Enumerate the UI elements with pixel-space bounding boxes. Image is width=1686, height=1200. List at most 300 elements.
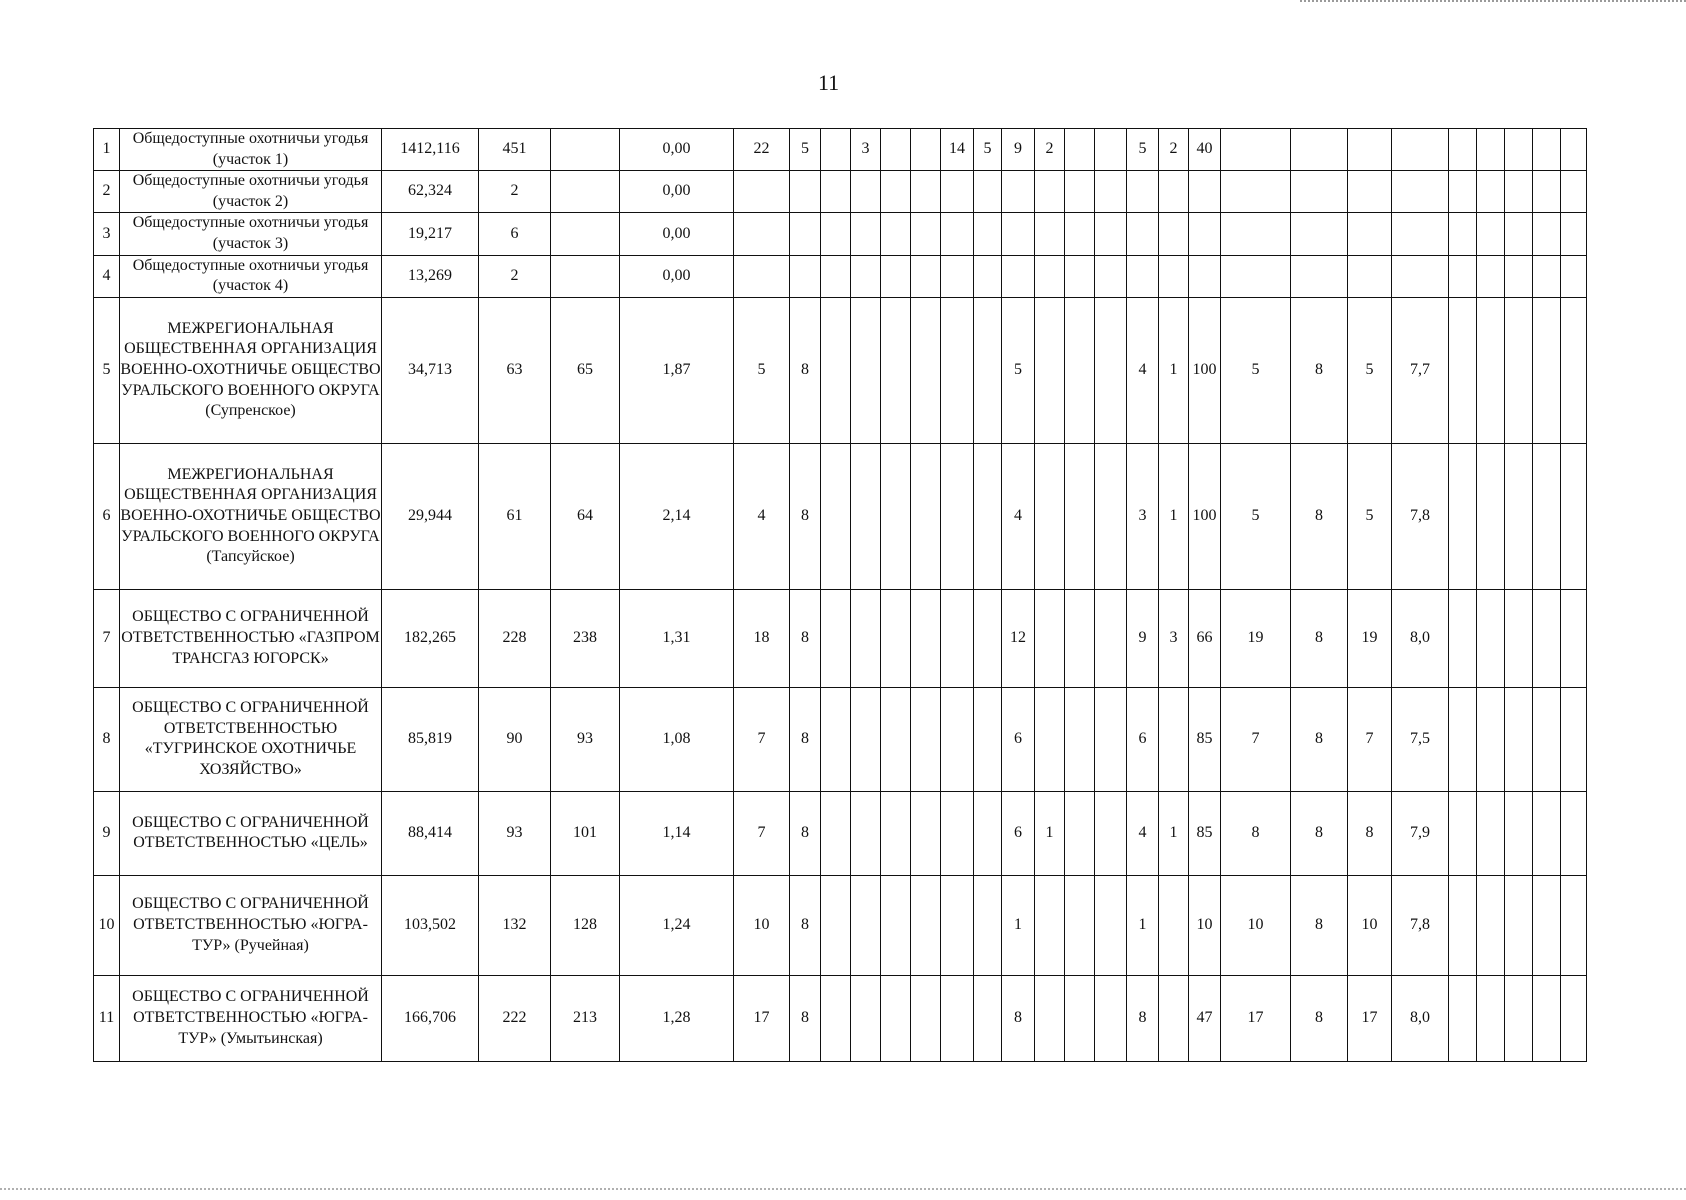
row-number: 10	[94, 875, 120, 975]
table-cell	[851, 171, 881, 213]
organization-name: Общедоступные охотничьи угодья (участок 2)	[120, 171, 382, 213]
table-cell: 4	[1127, 297, 1159, 443]
table-cell	[1449, 687, 1477, 791]
table-cell: 8	[1221, 791, 1291, 875]
table-cell	[1561, 791, 1587, 875]
table-cell	[821, 255, 851, 297]
table-cell	[1095, 443, 1127, 589]
table-cell: 1,08	[620, 687, 734, 791]
table-cell	[1533, 875, 1561, 975]
table-cell	[1533, 975, 1561, 1061]
table-cell	[1065, 791, 1095, 875]
table-cell	[911, 129, 941, 171]
table-cell	[1449, 875, 1477, 975]
table-cell: 19	[1348, 589, 1392, 687]
table-cell: 6	[1002, 791, 1035, 875]
table-cell	[941, 297, 974, 443]
table-cell	[941, 875, 974, 975]
table-cell	[1392, 129, 1449, 171]
table-cell	[1561, 171, 1587, 213]
table-cell	[881, 589, 911, 687]
table-cell	[1065, 975, 1095, 1061]
table-cell	[734, 255, 790, 297]
table-row	[94, 129, 1587, 171]
table-cell	[1505, 791, 1533, 875]
table-cell	[881, 171, 911, 213]
table-cell	[1505, 589, 1533, 687]
table-cell	[1561, 255, 1587, 297]
table-cell	[911, 297, 941, 443]
table-cell	[911, 589, 941, 687]
table-row	[94, 791, 1587, 875]
table-cell: 10	[1189, 875, 1221, 975]
table-cell: 8	[1127, 975, 1159, 1061]
table-cell: 7,5	[1392, 687, 1449, 791]
table-cell	[1189, 213, 1221, 255]
organization-name: Общедоступные охотничьи угодья (участок 4)	[120, 255, 382, 297]
table-cell	[1392, 213, 1449, 255]
table-cell	[1533, 297, 1561, 443]
table-cell: 2	[1035, 129, 1065, 171]
table-cell	[1095, 213, 1127, 255]
table-cell	[1561, 589, 1587, 687]
table-cell	[1035, 297, 1065, 443]
table-cell: 93	[551, 687, 620, 791]
table-cell	[1505, 297, 1533, 443]
organization-name: ОБЩЕСТВО С ОГРАНИЧЕННОЙ ОТВЕТСТВЕННОСТЬЮ «ТУГРИНСКОЕ ОХОТНИЧЬЕ ХОЗЯЙСТВО»	[120, 687, 382, 791]
table-cell: 12	[1002, 589, 1035, 687]
table-cell: 19,217	[382, 213, 479, 255]
table-cell	[1127, 213, 1159, 255]
table-cell	[881, 297, 911, 443]
table-cell: 1	[1035, 791, 1065, 875]
table-cell	[1505, 687, 1533, 791]
table-row	[94, 213, 1587, 255]
table-cell: 8	[1291, 589, 1348, 687]
scan-edge-bottom	[0, 1188, 1686, 1193]
table-cell	[974, 975, 1002, 1061]
table-cell: 90	[479, 687, 551, 791]
table-cell	[1095, 255, 1127, 297]
table-cell	[1291, 171, 1348, 213]
table-cell	[941, 589, 974, 687]
table-cell: 1412,116	[382, 129, 479, 171]
table-cell	[1002, 171, 1035, 213]
table-cell	[1035, 213, 1065, 255]
table-cell: 64	[551, 443, 620, 589]
table-cell	[1449, 791, 1477, 875]
table-cell	[790, 171, 821, 213]
table-cell	[734, 213, 790, 255]
table-cell	[1533, 443, 1561, 589]
table-cell	[1477, 129, 1505, 171]
table-cell: 213	[551, 975, 620, 1061]
table-cell: 93	[479, 791, 551, 875]
row-number: 11	[94, 975, 120, 1061]
table-cell: 8	[1291, 297, 1348, 443]
scan-edge-top	[1300, 0, 1686, 5]
organization-name: МЕЖРЕГИОНАЛЬНАЯ ОБЩЕСТВЕННАЯ ОРГАНИЗАЦИЯ ВОЕННО-ОХОТНИЧЬЕ ОБЩЕСТВО УРАЛЬСКОГО ВОЕННОГО ОКРУГА (Супренское)	[120, 297, 382, 443]
table-row	[94, 589, 1587, 687]
table-cell	[974, 875, 1002, 975]
table-cell	[1477, 687, 1505, 791]
table-cell: 2	[1159, 129, 1189, 171]
table-cell	[1095, 687, 1127, 791]
table-cell	[911, 791, 941, 875]
table-cell: 8	[790, 443, 821, 589]
table-cell	[821, 589, 851, 687]
table-cell	[851, 875, 881, 975]
table-cell	[1449, 171, 1477, 213]
table-cell: 4	[1002, 443, 1035, 589]
table-cell: 17	[1221, 975, 1291, 1061]
table-cell	[1065, 171, 1095, 213]
table-cell	[911, 255, 941, 297]
row-number: 7	[94, 589, 120, 687]
table-cell	[821, 171, 851, 213]
table-cell: 8	[790, 791, 821, 875]
table-cell	[1221, 213, 1291, 255]
table-cell: 1	[1002, 875, 1035, 975]
table-cell: 8	[790, 975, 821, 1061]
table-cell: 7	[1348, 687, 1392, 791]
table-cell	[1065, 255, 1095, 297]
table-cell	[1561, 213, 1587, 255]
table-cell	[1533, 171, 1561, 213]
table-cell: 10	[734, 875, 790, 975]
table-cell	[1505, 875, 1533, 975]
table-cell	[851, 687, 881, 791]
table-cell: 100	[1189, 297, 1221, 443]
table-cell	[1095, 297, 1127, 443]
table-cell	[1095, 791, 1127, 875]
organization-name: МЕЖРЕГИОНАЛЬНАЯ ОБЩЕСТВЕННАЯ ОРГАНИЗАЦИЯ ВОЕННО-ОХОТНИЧЬЕ ОБЩЕСТВО УРАЛЬСКОГО ВОЕННОГО ОКРУГА (Тапсуйское)	[120, 443, 382, 589]
table-cell	[1189, 255, 1221, 297]
table-cell: 5	[1221, 297, 1291, 443]
table-cell	[941, 171, 974, 213]
table-cell	[1449, 975, 1477, 1061]
table-cell: 1	[1159, 443, 1189, 589]
table-cell: 8	[790, 875, 821, 975]
table-cell	[1449, 213, 1477, 255]
table-cell: 34,713	[382, 297, 479, 443]
table-cell: 451	[479, 129, 551, 171]
table-cell	[1095, 171, 1127, 213]
table-cell	[941, 791, 974, 875]
table-cell	[1127, 255, 1159, 297]
table-cell	[1449, 443, 1477, 589]
table-cell: 182,265	[382, 589, 479, 687]
hunting-grounds-table	[93, 128, 1587, 1062]
table-cell	[1477, 975, 1505, 1061]
table-cell: 1	[1127, 875, 1159, 975]
table-cell: 85,819	[382, 687, 479, 791]
table-cell	[911, 687, 941, 791]
table-cell: 85	[1189, 791, 1221, 875]
table-cell	[1095, 589, 1127, 687]
table-cell: 61	[479, 443, 551, 589]
table-cell: 17	[734, 975, 790, 1061]
table-cell: 8	[1291, 875, 1348, 975]
table-cell: 103,502	[382, 875, 479, 975]
table-cell	[1065, 589, 1095, 687]
organization-name: ОБЩЕСТВО С ОГРАНИЧЕННОЙ ОТВЕТСТВЕННОСТЬЮ «ГАЗПРОМ ТРАНСГАЗ ЮГОРСК»	[120, 589, 382, 687]
table-cell	[974, 687, 1002, 791]
table-cell	[1291, 255, 1348, 297]
table-cell	[551, 129, 620, 171]
table-cell	[790, 213, 821, 255]
table-cell: 5	[974, 129, 1002, 171]
row-number: 1	[94, 129, 120, 171]
table-cell	[1159, 255, 1189, 297]
table-body	[94, 129, 1587, 1062]
table-cell: 13,269	[382, 255, 479, 297]
table-cell: 18	[734, 589, 790, 687]
table-cell: 8	[1291, 443, 1348, 589]
table-cell: 5	[1348, 297, 1392, 443]
organization-name: Общедоступные охотничьи угодья (участок 1)	[120, 129, 382, 171]
table-cell	[881, 255, 911, 297]
table-cell: 6	[479, 213, 551, 255]
table-cell	[881, 443, 911, 589]
table-cell	[821, 443, 851, 589]
table-cell	[1002, 255, 1035, 297]
table-cell: 1,87	[620, 297, 734, 443]
table-cell	[851, 297, 881, 443]
table-cell: 40	[1189, 129, 1221, 171]
table-cell	[911, 875, 941, 975]
table-cell	[881, 875, 911, 975]
table-cell	[1035, 687, 1065, 791]
table-cell	[1127, 171, 1159, 213]
table-cell	[821, 687, 851, 791]
table-cell: 66	[1189, 589, 1221, 687]
table-cell: 166,706	[382, 975, 479, 1061]
table-cell	[1189, 171, 1221, 213]
table-cell	[734, 171, 790, 213]
table-cell	[1477, 589, 1505, 687]
table-cell: 7,8	[1392, 443, 1449, 589]
table-row	[94, 875, 1587, 975]
table-cell	[1505, 975, 1533, 1061]
table-cell: 5	[1002, 297, 1035, 443]
table-cell	[1533, 255, 1561, 297]
table-cell: 1,14	[620, 791, 734, 875]
table-cell	[1095, 129, 1127, 171]
table-cell: 8	[790, 297, 821, 443]
table-row	[94, 297, 1587, 443]
table-cell	[821, 297, 851, 443]
table-cell: 8	[1002, 975, 1035, 1061]
table-cell: 228	[479, 589, 551, 687]
table-cell: 8	[790, 687, 821, 791]
row-number: 6	[94, 443, 120, 589]
table-cell	[1002, 213, 1035, 255]
table-cell	[1561, 875, 1587, 975]
table-cell	[1477, 213, 1505, 255]
table-cell: 2,14	[620, 443, 734, 589]
table-cell: 62,324	[382, 171, 479, 213]
table-cell: 19	[1221, 589, 1291, 687]
table-cell: 14	[941, 129, 974, 171]
organization-name: ОБЩЕСТВО С ОГРАНИЧЕННОЙ ОТВЕТСТВЕННОСТЬЮ «ЮГРА-ТУР» (Умытьинская)	[120, 975, 382, 1061]
table-cell	[974, 791, 1002, 875]
table-cell: 1,31	[620, 589, 734, 687]
page-number: 11	[818, 70, 840, 95]
table-cell: 1	[1159, 297, 1189, 443]
table-cell	[1561, 975, 1587, 1061]
table-cell	[974, 171, 1002, 213]
table-cell	[1505, 443, 1533, 589]
table-cell	[1449, 589, 1477, 687]
table-cell: 0,00	[620, 255, 734, 297]
table-cell: 7	[1221, 687, 1291, 791]
table-cell	[1348, 129, 1392, 171]
table-cell	[1035, 975, 1065, 1061]
table-cell: 0,00	[620, 171, 734, 213]
table-cell	[1505, 129, 1533, 171]
table-cell	[1561, 297, 1587, 443]
table-cell: 47	[1189, 975, 1221, 1061]
table-cell: 65	[551, 297, 620, 443]
table-cell: 7,9	[1392, 791, 1449, 875]
table-cell: 1	[1159, 791, 1189, 875]
table-cell	[821, 213, 851, 255]
table-cell	[821, 975, 851, 1061]
organization-name: ОБЩЕСТВО С ОГРАНИЧЕННОЙ ОТВЕТСТВЕННОСТЬЮ «ЮГРА-ТУР» (Ручейная)	[120, 875, 382, 975]
table-cell	[1221, 255, 1291, 297]
organization-name: ОБЩЕСТВО С ОГРАНИЧЕННОЙ ОТВЕТСТВЕННОСТЬЮ «ЦЕЛЬ»	[120, 791, 382, 875]
table-cell	[1035, 875, 1065, 975]
table-cell	[1477, 875, 1505, 975]
table-cell: 3	[1159, 589, 1189, 687]
table-cell	[821, 129, 851, 171]
table-cell: 22	[734, 129, 790, 171]
table-cell	[941, 255, 974, 297]
table-cell: 128	[551, 875, 620, 975]
row-number: 3	[94, 213, 120, 255]
table-cell: 7	[734, 687, 790, 791]
table-cell: 0,00	[620, 129, 734, 171]
table-cell	[974, 255, 1002, 297]
table-cell: 5	[734, 297, 790, 443]
table-cell: 29,944	[382, 443, 479, 589]
table-cell	[851, 791, 881, 875]
table-cell: 5	[1348, 443, 1392, 589]
organization-name: Общедоступные охотничьи угодья (участок 3)	[120, 213, 382, 255]
table-cell: 132	[479, 875, 551, 975]
table-row	[94, 171, 1587, 213]
table-cell	[1505, 213, 1533, 255]
table-cell	[1159, 875, 1189, 975]
table-cell	[1065, 687, 1095, 791]
table-cell	[1533, 589, 1561, 687]
table-cell	[1449, 297, 1477, 443]
table-cell	[974, 443, 1002, 589]
table-cell	[790, 255, 821, 297]
table-cell: 8	[1291, 975, 1348, 1061]
table-cell	[1561, 443, 1587, 589]
table-cell	[941, 975, 974, 1061]
table-cell: 4	[1127, 791, 1159, 875]
table-cell	[1035, 589, 1065, 687]
table-cell: 10	[1348, 875, 1392, 975]
table-cell	[881, 213, 911, 255]
table-cell	[1159, 975, 1189, 1061]
row-number: 5	[94, 297, 120, 443]
table-cell	[1291, 129, 1348, 171]
table-cell	[1533, 687, 1561, 791]
row-number: 8	[94, 687, 120, 791]
table-cell: 7,8	[1392, 875, 1449, 975]
table-cell	[1291, 213, 1348, 255]
table-cell: 238	[551, 589, 620, 687]
table-cell	[1065, 297, 1095, 443]
table-cell	[911, 213, 941, 255]
table-cell	[1035, 443, 1065, 589]
table-cell	[1392, 255, 1449, 297]
table-cell	[1533, 129, 1561, 171]
table-row	[94, 687, 1587, 791]
table-cell: 88,414	[382, 791, 479, 875]
table-cell	[1095, 975, 1127, 1061]
table-cell: 63	[479, 297, 551, 443]
table-cell: 5	[1221, 443, 1291, 589]
table-cell	[1449, 255, 1477, 297]
table-cell	[1348, 255, 1392, 297]
table-cell: 17	[1348, 975, 1392, 1061]
table-cell: 1,28	[620, 975, 734, 1061]
table-cell: 10	[1221, 875, 1291, 975]
table-cell	[1348, 171, 1392, 213]
table-cell	[851, 213, 881, 255]
table-cell: 3	[1127, 443, 1159, 589]
table-cell	[881, 975, 911, 1061]
table-cell: 4	[734, 443, 790, 589]
table-cell	[851, 443, 881, 589]
table-cell	[851, 589, 881, 687]
table-cell	[1392, 171, 1449, 213]
table-cell	[821, 875, 851, 975]
table-cell	[1533, 791, 1561, 875]
table-row	[94, 443, 1587, 589]
row-number: 4	[94, 255, 120, 297]
table-cell	[1505, 255, 1533, 297]
table-cell: 9	[1002, 129, 1035, 171]
table-cell	[851, 255, 881, 297]
table-cell	[941, 443, 974, 589]
table-cell: 101	[551, 791, 620, 875]
table-cell	[911, 975, 941, 1061]
table-cell	[1035, 171, 1065, 213]
table-cell	[911, 171, 941, 213]
table-cell: 2	[479, 171, 551, 213]
table-cell	[1533, 213, 1561, 255]
table-cell: 9	[1127, 589, 1159, 687]
table-cell	[1561, 129, 1587, 171]
table-cell: 8	[1348, 791, 1392, 875]
row-number: 9	[94, 791, 120, 875]
table-cell	[1561, 687, 1587, 791]
table-cell	[1159, 171, 1189, 213]
table-cell	[1065, 129, 1095, 171]
table-cell	[1477, 255, 1505, 297]
table-cell: 6	[1127, 687, 1159, 791]
table-cell	[821, 791, 851, 875]
table-cell	[851, 975, 881, 1061]
table-cell: 5	[790, 129, 821, 171]
table-cell	[1065, 443, 1095, 589]
